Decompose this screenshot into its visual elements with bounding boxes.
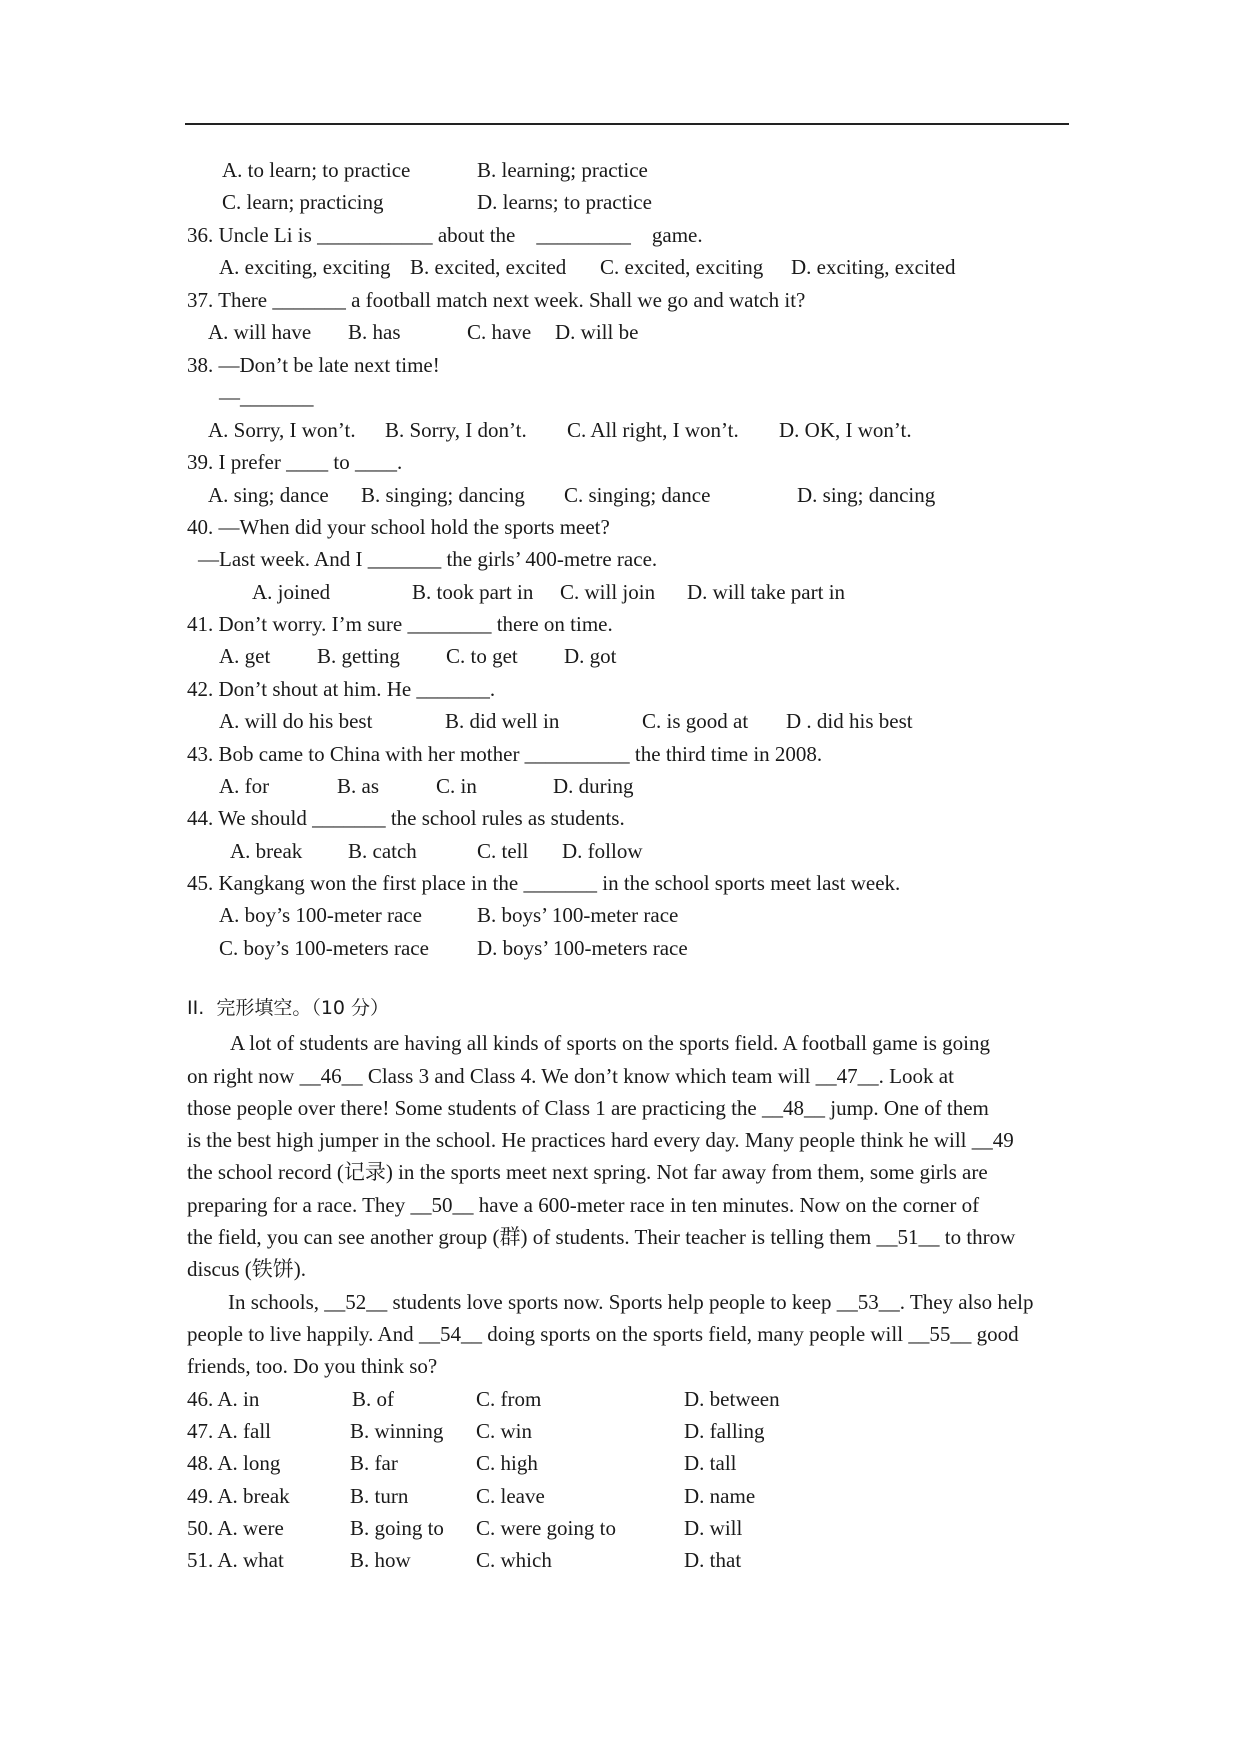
cloze-48-option-b: B. far [350,1451,398,1475]
cloze-49-option-a: 49. A. break [187,1484,290,1508]
q45-option-b: B. boys’ 100-meter race [477,903,679,927]
cloze-47-option-d: D. falling [684,1419,765,1443]
cloze-49-option-d: D. name [684,1484,756,1508]
q35-option-b: B. learning; practice [477,158,648,182]
cloze-p1-line-7: the field, you can see another group (群) of students. Their teacher is telling them __51__ to throw [187,1225,1016,1249]
q39-stem: 39. I prefer ____ to ____. [187,450,403,474]
q37-option-c: C. have [467,320,532,344]
cloze-p1-line-3: those people over there! Some students of Class 1 are practicing the __48__ jump. One of them [187,1096,989,1120]
q44-option-d: D. follow [562,839,643,863]
cloze-p1-line-5: the school record (记录) in the sports meet next spring. Not far away from them, some girls are [187,1160,988,1184]
q37-option-b: B. has [348,320,401,344]
q41-option-b: B. getting [317,644,400,668]
q37-stem: 37. There _______ a football match next week. Shall we go and watch it? [187,288,806,312]
q36-option-a: A. exciting, exciting [219,255,391,279]
q39-option-b: B. singing; dancing [361,483,525,507]
cloze-p1-line-8: discus (铁饼). [187,1257,306,1281]
q38-option-a: A. Sorry, I won’t. [208,418,356,442]
q37-option-a: A. will have [208,320,312,344]
q43-option-d: D. during [553,774,634,798]
q39-option-c: C. singing; dance [564,483,711,507]
q37-option-d: D. will be [555,320,639,344]
q42-option-b: B. did well in [445,709,560,733]
q39-option-d: D. sing; dancing [797,483,936,507]
q35-option-c: C. learn; practicing [222,190,384,214]
q41-option-c: C. to get [446,644,518,668]
cloze-48-option-d: D. tall [684,1451,737,1475]
q38-option-c: C. All right, I won’t. [567,418,739,442]
q44-option-b: B. catch [348,839,417,863]
cloze-50-option-c: C. were going to [476,1516,616,1540]
q36-option-c: C. excited, exciting [600,255,764,279]
cloze-blank-47: __47__ [815,1064,879,1088]
cloze-p2-line-3: friends, too. Do you think so? [187,1354,438,1378]
section-2-heading: II. 完形填空。（10 分） [187,997,390,1019]
q36-option-b: B. excited, excited [410,255,567,279]
q35-option-a: A. to learn; to practice [222,158,411,182]
q42-option-a: A. will do his best [219,709,373,733]
q36-stem: 36. Uncle Li is ___________ about the _________ game. [187,223,703,247]
cloze-blank-46: __46__ [299,1064,363,1088]
cloze-p2-line-1: In schools, __52__ students love sports now. Sports help people to keep __53__. They also help [228,1290,1034,1314]
q38-option-d: D. OK, I won’t. [779,418,912,442]
q39-option-a: A. sing; dance [208,483,329,507]
q42-option-c: C. is good at [642,709,749,733]
q43-option-a: A. for [219,774,270,798]
q42-option-d: D . did his best [786,709,913,733]
q40-stem2: —Last week. And I _______ the girls’ 400-metre race. [198,547,658,571]
q40-option-c: C. will join [560,580,656,604]
cloze-p1-line-1: A lot of students are having all kinds of sports on the sports field. A football game is going [230,1031,990,1055]
q45-stem: 45. Kangkang won the first place in the _______ in the school sports meet last week. [187,871,901,895]
q44-stem: 44. We should _______ the school rules as students. [187,806,625,830]
cloze-blank-52: __52__ [324,1290,388,1314]
q43-option-b: B. as [337,774,379,798]
cloze-blank-49: __49 [971,1128,1014,1152]
cloze-blank-51: __51__ [876,1225,940,1249]
cloze-47-option-a: 47. A. fall [187,1419,271,1443]
q36-option-d: D. exciting, excited [791,255,956,279]
q38-option-b: B. Sorry, I don’t. [385,418,527,442]
q35-option-d: D. learns; to practice [477,190,652,214]
cloze-49-option-c: C. leave [476,1484,545,1508]
cloze-46-option-d: D. between [684,1387,780,1411]
q44-option-a: A. break [230,839,303,863]
cloze-46-option-a: 46. A. in [187,1387,260,1411]
q40-stem: 40. —When did your school hold the sports meet? [187,515,610,539]
cloze-p1-line-2: on right now __46__ Class 3 and Class 4. We don’t know which team will __47__. Look at [187,1064,954,1088]
cloze-49-option-b: B. turn [350,1484,409,1508]
q43-option-c: C. in [436,774,477,798]
cloze-47-option-b: B. winning [350,1419,444,1443]
cloze-50-option-a: 50. A. were [187,1516,284,1540]
cloze-48-option-a: 48. A. long [187,1451,281,1475]
cloze-51-option-a: 51. A. what [187,1548,284,1572]
cloze-blank-54: __54__ [418,1322,482,1346]
q41-option-d: D. got [564,644,617,668]
cloze-51-option-b: B. how [350,1548,411,1572]
q38-response: —_______ [219,385,314,409]
q40-option-d: D. will take part in [687,580,846,604]
cloze-blank-48: __48__ [762,1096,825,1120]
q41-stem: 41. Don’t worry. I’m sure ________ there on time. [187,612,613,636]
q40-option-a: A. joined [252,580,331,604]
cloze-46-option-b: B. of [352,1387,394,1411]
cloze-51-option-c: C. which [476,1548,552,1572]
cloze-blank-55: __55__ [908,1322,972,1346]
cloze-51-option-d: D. that [684,1548,742,1572]
cloze-p2-line-2: people to live happily. And __54__ doing sports on the sports field, many people will __55__ good [187,1322,1019,1346]
cloze-47-option-c: C. win [476,1419,533,1443]
q42-stem: 42. Don’t shout at him. He _______. [187,677,496,701]
q38-stem: 38. —Don’t be late next time! [187,353,440,377]
cloze-blank-50: __50__ [410,1193,474,1217]
cloze-50-option-d: D. will [684,1516,743,1540]
q41-option-a: A. get [219,644,271,668]
q44-option-c: C. tell [477,839,529,863]
q45-option-a: A. boy’s 100-meter race [219,903,422,927]
q40-option-b: B. took part in [412,580,534,604]
header-rule [185,123,1069,125]
q45-option-d: D. boys’ 100-meters race [477,936,688,960]
q43-stem: 43. Bob came to China with her mother __________ the third time in 2008. [187,742,823,766]
cloze-48-option-c: C. high [476,1451,538,1475]
cloze-p1-line-6: preparing for a race. They __50__ have a 600-meter race in ten minutes. Now on the corner of [187,1193,980,1217]
cloze-46-option-c: C. from [476,1387,542,1411]
cloze-blank-53: __53__ [836,1290,900,1314]
cloze-p1-line-4: is the best high jumper in the school. He practices hard every day. Many people think he will __49 [187,1128,1014,1152]
cloze-50-option-b: B. going to [350,1516,444,1540]
q45-option-c: C. boy’s 100-meters race [219,936,429,960]
